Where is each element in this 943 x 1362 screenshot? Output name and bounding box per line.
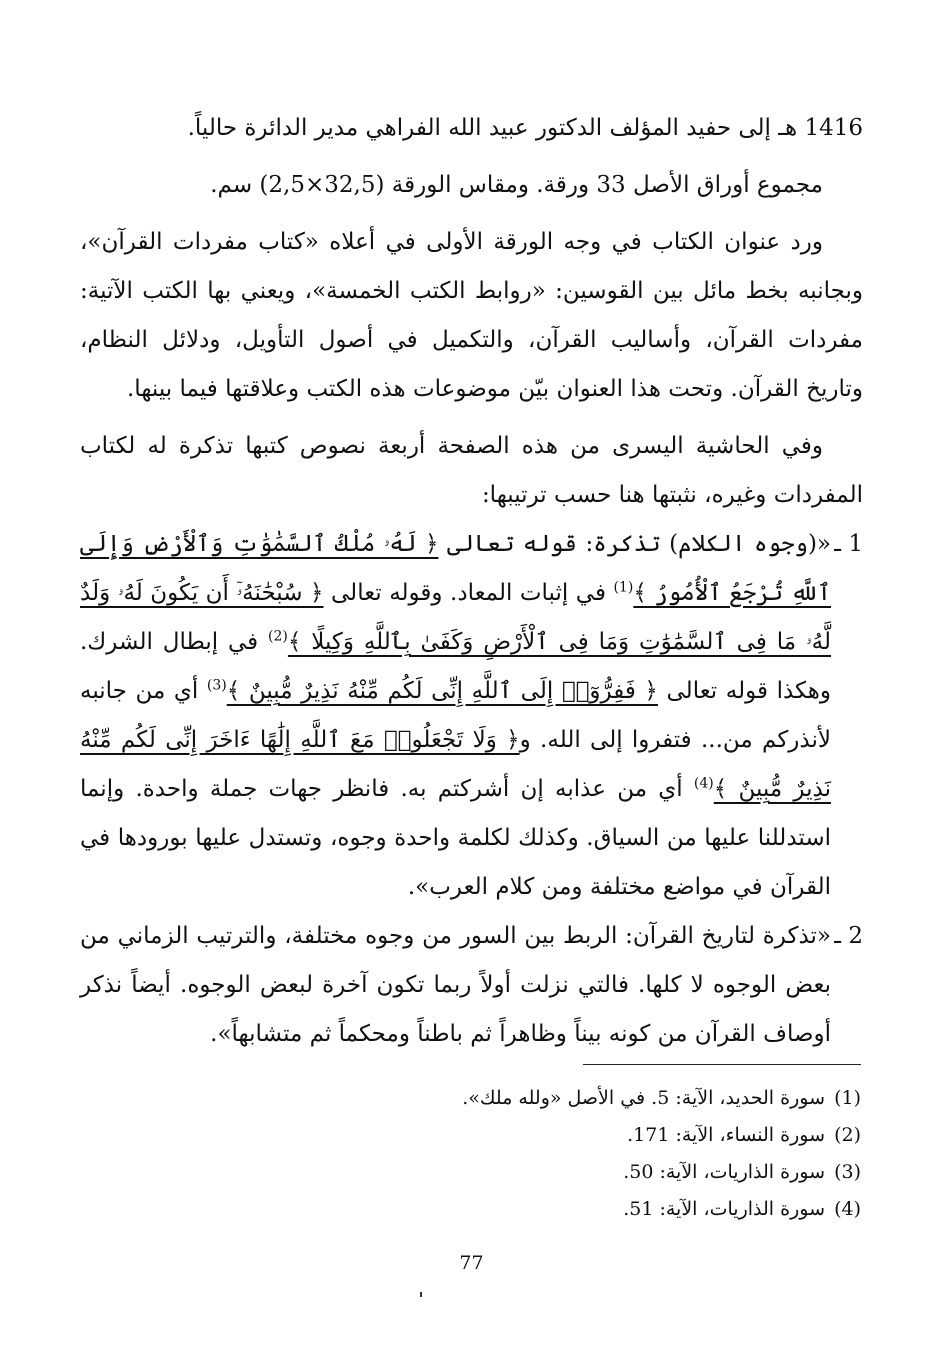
page-number: 77: [459, 1252, 484, 1274]
item-text: في إثبات المعاد. وقوله تعالى: [331, 580, 606, 606]
paragraph-book-title: ورد عنوان الكتاب في وجه الورقة الأولى في أعلاه «كتاب مفردات القرآن»، وبجانبه بخط مائل بين القوسين: «روابط الكتب الخمسة»، ويعني بها الكتب الآتية: مفردات القرآن، وأساليب القرآن، والتكميل في أصول التأويل، ودلائل النظام، وتاريخ القرآن. وتحت هذا العنوان بيّن موضوعات هذه الكتب وعلاقتها فيما بينها.: [80, 229, 863, 402]
item-text: «(وجوه الكلام) تذكرة: قوله تعالى: [447, 531, 831, 557]
footnote-1: [300, 1080, 861, 1117]
footnote-number: (3): [834, 1161, 861, 1183]
footnote-text: سورة الذاريات، الآية: 50.: [623, 1161, 825, 1183]
item-text: «تذكرة لتاريخ القرآن: الربط بين السور من وجوه مختلفة، والترتيب الزماني من بعض الوجوه لا كلها. فالتي نزلت أولاً ربما تكون آخرة لبعض الوجوه. أيضاً نذكر أوصاف القرآن من كونه بيناً وظاهراً ثم باطناً ومحكماً ثم متشابهاً».: [80, 923, 831, 1047]
footnote-number: (1): [834, 1087, 861, 1109]
footnote-2: [300, 1117, 861, 1154]
footnote-number: (2): [834, 1124, 861, 1146]
footnote-ref[interactable]: (2): [268, 628, 288, 645]
footnote-text: سورة الذاريات، الآية: 51.: [623, 1198, 825, 1220]
quran-verse: ﴿ سُبْحَٰنَهُۥٓ أَن يَكُونَ لَهُۥ وَلَدٌ لَّهُۥ مَا فِى ٱلسَّمَٰوَٰتِ وَمَا فِى ٱلْأَرْضِ وَكَفَىٰ بِٱللَّهِ وَكِيلًا ﴾: [80, 580, 831, 655]
item-number: 2 ـ: [834, 923, 863, 949]
item-text: أي من جانبه لأنذركم من... فتفروا إلى الله. و: [80, 678, 831, 753]
footnote-3: [300, 1154, 861, 1191]
item-number: 1 ـ: [834, 531, 863, 557]
footnote-4: [300, 1191, 861, 1228]
footnote-ref[interactable]: (4): [693, 775, 714, 792]
footnote-divider: [583, 1064, 861, 1065]
main-text: [80, 104, 863, 1059]
paragraph-margin-notes: وفي الحاشية اليسرى من هذه الصفحة أربعة نصوص كتبها تذكرة له لكتاب المفردات وغيره، نثبتها هنا حسب ترتيبها:: [80, 433, 863, 508]
quran-verse: ﴿ فَفِرُّوٓا۟ إِلَى ٱللَّهِ إِنِّى لَكُم مِّنْهُ نَذِيرٌ مُّبِينٌ ﴾: [226, 678, 658, 704]
paragraph-archive-note: 1416 هـ إلى حفيد المؤلف الدكتور عبيد الله الفراهي مدير الدائرة حالياً.: [187, 115, 863, 141]
footnote-number: (4): [834, 1198, 861, 1220]
footnotes: [300, 1080, 861, 1228]
list-item-1: [80, 520, 863, 912]
quran-verse: ﴿ لَهُۥ مُلْكُ ٱلسَّمَٰوَٰتِ وَٱلْأَرْضِ وَإِلَى ٱللَّهِ تُرْجَعُ ٱلْأُمُورُ ﴾: [80, 531, 832, 606]
scan-speck: [420, 1292, 422, 1297]
quran-verse: ﴿ وَلَا تَجْعَلُوا۟ مَعَ ٱللَّهِ إِلَٰهًا ءَاخَرَ إِنِّى لَكُم مِّنْهُ نَذِيرٌ مُّبِينٌ ﴾: [80, 727, 831, 802]
footnote-text: سورة الحديد، الآية: 5. في الأصل «ولله ملك».: [462, 1087, 825, 1109]
item-text: في إبطال الشرك. وهكذا قوله تعالى: [80, 629, 831, 704]
list-item-2: [80, 912, 863, 1059]
footnote-text: سورة النساء، الآية: 171.: [627, 1124, 825, 1146]
footnote-ref[interactable]: (3): [206, 677, 227, 694]
item-text: أي من عذابه إن أشركتم به. فانظر جهات جملة واحدة. وإنما استدللنا عليها من السياق. وكذلك لكلمة واحدة وجوه، وتستدل عليها بورودها في القرآن في مواضع مختلفة ومن كلام العرب».: [80, 776, 831, 900]
footnote-ref[interactable]: (1): [613, 579, 634, 596]
paragraph-manuscript-size: مجموع أوراق الأصل 33 ورقة. ومقاس الورقة (32,5×2,5) سم.: [210, 172, 823, 198]
